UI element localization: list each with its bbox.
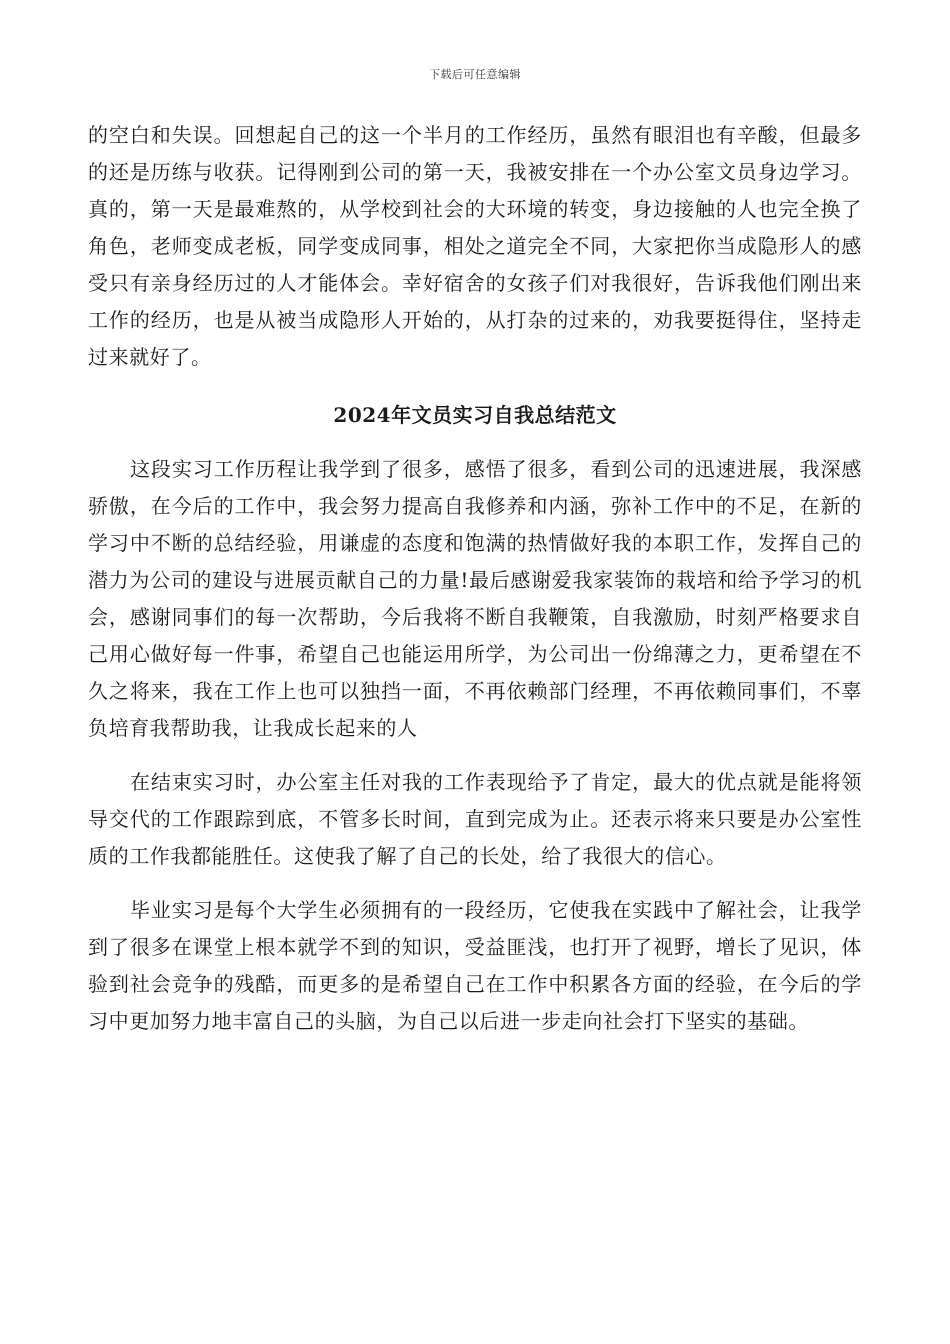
paragraph: 在结束实习时，办公室主任对我的工作表现给予了肯定，最大的优点就是能将领导交代的工作跟踪到底，不管多长时间，直到完成为止。还表示将来只要是办公室性质的工作我都能胜任。这使我了解了自己的长处，给了我很大的信心。	[88, 770, 862, 868]
paragraph: 这段实习工作历程让我学到了很多，感悟了很多，看到公司的迅速进展，我深感骄傲，在今后的工作中，我会努力提高自我修养和内涵，弥补工作中的不足，在新的学习中不断的总结经验，用谦虚的态度和饱满的热情做好我的本职工作，发挥自己的潜力为公司的建设与进展贡献自己的力量!最后感谢爱我家装饰的栽培和给予学习的机会，感谢同事们的每一次帮助，今后我将不断自我鞭策，自我激励，时刻严格要求自己用心做好每一件事，希望自己也能运用所学，为公司出一份绵薄之力，更希望在不久之将来，我在工作上也可以独挡一面，不再依赖部门经理，不再依赖同事们，不辜负培育我帮助我，让我成长起来的人	[88, 457, 862, 740]
header-note: 下载后可任意编辑	[429, 68, 521, 81]
document-body	[88, 117, 862, 1040]
paragraph-continued: 的空白和失误。回想起自己的这一个半月的工作经历，虽然有眼泪也有辛酸，但最多的还是历练与收获。记得刚到公司的第一天，我被安排在一个办公室文员身边学习。真的，第一天是最难熬的，从学校到社会的大环境的转变，身边接触的人也完全换了角色，老师变成老板，同学变成同事，相处之道完全不同，大家把你当成隐形人的感受只有亲身经历过的人才能体会。幸好宿舍的女孩子们对我很好，告诉我他们刚出来工作的经历，也是从被当成隐形人开始的，从打杂的过来的，劝我要挺得住，坚持走过来就好了。	[88, 123, 862, 369]
paragraph: 毕业实习是每个大学生必须拥有的一段经历，它使我在实践中了解社会，让我学到了很多在课堂上根本就学不到的知识，受益匪浅，也打开了视野，增长了见识，体验到社会竞争的残酷，而更多的是希望自己在工作中积累各方面的经验，在今后的学习中更加努力地丰富自己的头脑，为自己以后进一步走向社会打下坚实的基础。	[88, 898, 862, 1033]
section-title: 2024年文员实习自我总结范文	[333, 403, 617, 427]
